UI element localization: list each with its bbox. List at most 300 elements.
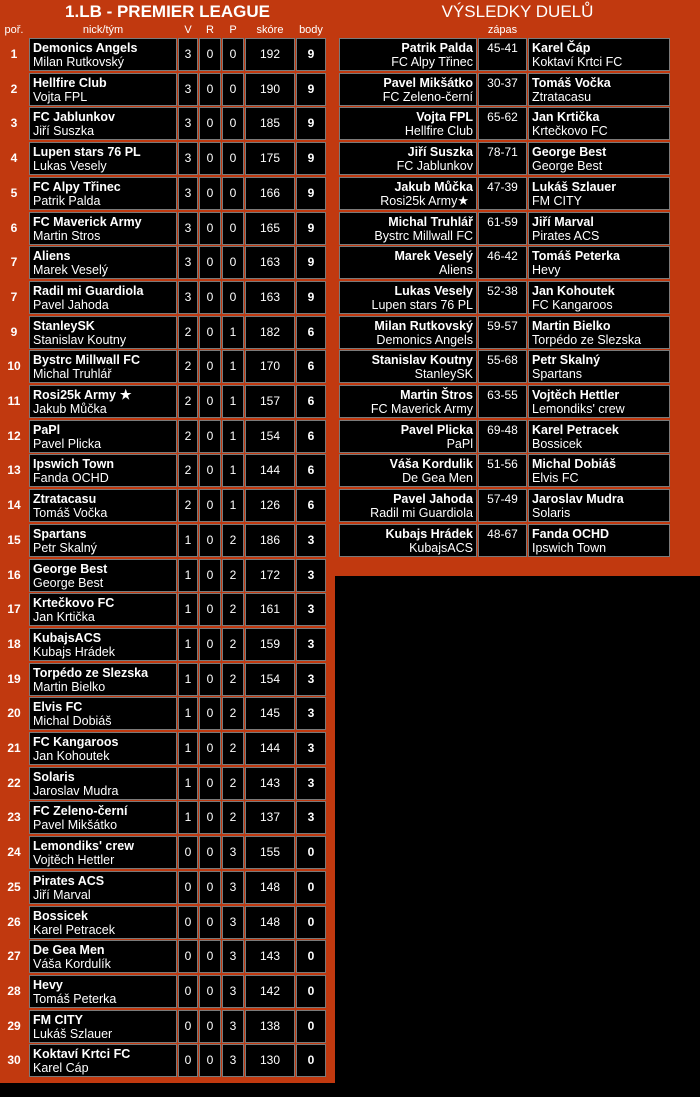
- owner-name: Jiří Marval: [33, 888, 91, 902]
- team-name: Demonics Angels: [33, 41, 138, 55]
- losses-cell: 3: [222, 1010, 244, 1043]
- away-team: Ipswich Town: [532, 541, 607, 555]
- losses-cell: 3: [222, 1044, 244, 1077]
- owner-name: Stanislav Koutny: [33, 333, 127, 347]
- duel-away: [528, 385, 670, 418]
- team-cell: [29, 940, 177, 973]
- points-cell: 6: [296, 489, 326, 522]
- losses-cell: 2: [222, 732, 244, 765]
- home-owner: Marek Veselý: [394, 249, 473, 263]
- duel-away: [528, 142, 670, 175]
- away-team: Elvis FC: [532, 471, 579, 485]
- owner-name: Váša Kordulík: [33, 957, 111, 971]
- points-cell: 6: [296, 350, 326, 383]
- wins-cell: 2: [178, 350, 198, 383]
- owner-name: Martin Bielko: [33, 680, 106, 694]
- home-team: KubajsACS: [409, 541, 473, 555]
- owner-name: Pavel Mikšátko: [33, 818, 118, 832]
- draws-cell: 0: [199, 767, 221, 800]
- wins-cell: 3: [178, 281, 198, 314]
- home-team: Aliens: [438, 263, 473, 277]
- home-owner: Kubajs Hrádek: [385, 527, 473, 541]
- wins-cell: 3: [178, 107, 198, 140]
- team-name: Krtečkovo FC: [33, 596, 115, 610]
- team-name: Pirates ACS: [33, 874, 105, 888]
- score-cell: 148: [245, 906, 295, 939]
- home-owner: Pavel Mikšátko: [383, 76, 473, 90]
- team-name: KubajsACS: [33, 631, 102, 645]
- owner-name: Milan Rutkovský: [33, 55, 124, 69]
- wins-cell: 0: [178, 1010, 198, 1043]
- row-rank: 5: [10, 186, 18, 200]
- home-owner: Váša Kordulik: [389, 457, 473, 471]
- away-owner: Petr Skalný: [532, 353, 601, 367]
- team-cell: [29, 836, 177, 869]
- team-name: Radil mi Guardiola: [33, 284, 144, 298]
- row-rank: 10: [7, 359, 21, 373]
- wins-cell: 0: [178, 940, 198, 973]
- losses-cell: 2: [222, 767, 244, 800]
- duel-home: [339, 246, 477, 279]
- away-owner: Fanda OCHD: [532, 527, 610, 541]
- duel-home: [339, 420, 477, 453]
- losses-cell: 2: [222, 628, 244, 661]
- owner-name: Vojta FPL: [33, 90, 88, 104]
- wins-cell: 2: [178, 420, 198, 453]
- away-owner: Karel Petracek: [532, 423, 619, 437]
- draws-cell: 0: [199, 489, 221, 522]
- star-icon: ★: [457, 193, 469, 208]
- points-cell: 3: [296, 663, 326, 696]
- draws-cell: 0: [199, 524, 221, 557]
- score-cell: 192: [245, 38, 295, 71]
- header-name: nick/tým: [82, 24, 124, 36]
- draws-cell: 0: [199, 246, 221, 279]
- score-cell: 144: [245, 454, 295, 487]
- losses-cell: 1: [222, 316, 244, 349]
- duel-score: 69-48: [478, 420, 527, 453]
- score-cell: 182: [245, 316, 295, 349]
- duel-score: 51-56: [478, 454, 527, 487]
- draws-cell: 0: [199, 871, 221, 904]
- losses-cell: 0: [222, 246, 244, 279]
- draws-cell: 0: [199, 801, 221, 834]
- owner-name: Jan Krtička: [33, 610, 95, 624]
- score-cell: 161: [245, 593, 295, 626]
- draws-cell: 0: [199, 281, 221, 314]
- score-cell: 143: [245, 940, 295, 973]
- score-cell: 130: [245, 1044, 295, 1077]
- duel-score: 47-39: [478, 177, 527, 210]
- duel-away: [528, 454, 670, 487]
- duel-home: [339, 524, 477, 557]
- team-cell: [29, 246, 177, 279]
- duel-home: [339, 212, 477, 245]
- points-cell: 3: [296, 767, 326, 800]
- wins-cell: 3: [178, 38, 198, 71]
- row-rank: 15: [7, 533, 21, 547]
- home-owner: Vojta FPL: [416, 110, 473, 124]
- duel-away: [528, 350, 670, 383]
- header-rank: poř.: [4, 24, 24, 36]
- losses-cell: 0: [222, 107, 244, 140]
- row-rank: 20: [7, 706, 21, 720]
- row-rank: 3: [10, 116, 18, 130]
- wins-cell: 0: [178, 836, 198, 869]
- row-rank: 29: [7, 1019, 21, 1033]
- away-team: Spartans: [532, 367, 583, 381]
- owner-name: Martin Stros: [33, 229, 101, 243]
- duels-title: VÝSLEDKY DUELŮ: [441, 2, 594, 21]
- wins-cell: 2: [178, 316, 198, 349]
- home-team: FC Maverick Army: [370, 402, 473, 416]
- draws-cell: 0: [199, 316, 221, 349]
- row-rank: 28: [7, 984, 21, 998]
- wins-cell: 1: [178, 732, 198, 765]
- losses-cell: 0: [222, 281, 244, 314]
- losses-cell: 1: [222, 489, 244, 522]
- team-cell: [29, 1010, 177, 1043]
- losses-cell: 0: [222, 142, 244, 175]
- losses-cell: 1: [222, 385, 244, 418]
- points-cell: 9: [296, 107, 326, 140]
- duel-home: [339, 489, 477, 522]
- wins-cell: 1: [178, 663, 198, 696]
- away-team: FC Kangaroos: [532, 298, 613, 312]
- header-p: P: [229, 24, 237, 36]
- losses-cell: 2: [222, 663, 244, 696]
- losses-cell: 2: [222, 801, 244, 834]
- away-owner: Martin Bielko: [532, 319, 611, 333]
- team-name: FC Zeleno-černí: [33, 804, 128, 818]
- losses-cell: 0: [222, 212, 244, 245]
- score-cell: 157: [245, 385, 295, 418]
- wins-cell: 0: [178, 975, 198, 1008]
- home-team: Radil mi Guardiola: [370, 506, 473, 520]
- duel-score: 45-41: [478, 38, 527, 71]
- row-rank: 21: [7, 741, 21, 755]
- away-team: Torpédo ze Slezska: [532, 333, 642, 347]
- score-cell: 190: [245, 73, 295, 106]
- row-rank: 12: [7, 429, 21, 443]
- team-cell: [29, 142, 177, 175]
- duel-score: 46-42: [478, 246, 527, 279]
- team-cell: [29, 420, 177, 453]
- home-team: De Gea Men: [402, 471, 473, 485]
- wins-cell: 3: [178, 212, 198, 245]
- team-cell: [29, 107, 177, 140]
- duel-home: [339, 38, 477, 71]
- points-cell: 3: [296, 697, 326, 730]
- away-team: Krtečkovo FC: [532, 124, 608, 138]
- team-name: FC Jablunkov: [33, 110, 115, 124]
- draws-cell: 0: [199, 385, 221, 418]
- owner-name: Patrik Palda: [33, 194, 101, 208]
- home-owner: Michal Truhlář: [388, 215, 473, 229]
- points-cell: 6: [296, 385, 326, 418]
- wins-cell: 3: [178, 246, 198, 279]
- team-cell: [29, 38, 177, 71]
- row-rank: 7: [10, 255, 18, 269]
- away-owner: Vojtěch Hettler: [532, 388, 620, 402]
- home-team: FC Jablunkov: [396, 159, 473, 173]
- team-cell: [29, 871, 177, 904]
- points-cell: 3: [296, 559, 326, 592]
- losses-cell: 3: [222, 940, 244, 973]
- points-cell: 3: [296, 732, 326, 765]
- duel-home: [339, 142, 477, 175]
- points-cell: 9: [296, 281, 326, 314]
- owner-name: Kubajs Hrádek: [33, 645, 115, 659]
- star-icon: ★: [119, 387, 132, 402]
- owner-name: Jan Kohoutek: [33, 749, 110, 763]
- home-owner: Patrik Palda: [401, 41, 473, 55]
- home-team: Rosi25k Army: [380, 194, 458, 208]
- points-cell: 3: [296, 628, 326, 661]
- losses-cell: 1: [222, 350, 244, 383]
- away-team: Bossicek: [532, 437, 583, 451]
- losses-cell: 3: [222, 906, 244, 939]
- wins-cell: 0: [178, 1044, 198, 1077]
- owner-name: Marek Veselý: [33, 263, 109, 277]
- draws-cell: 0: [199, 975, 221, 1008]
- score-cell: 186: [245, 524, 295, 557]
- row-rank: 17: [7, 602, 21, 616]
- row-rank: 13: [7, 463, 21, 477]
- draws-cell: 0: [199, 663, 221, 696]
- draws-cell: 0: [199, 559, 221, 592]
- score-cell: 137: [245, 801, 295, 834]
- team-cell: [29, 628, 177, 661]
- away-team: Lemondiks' crew: [532, 402, 625, 416]
- score-cell: 163: [245, 246, 295, 279]
- wins-cell: 1: [178, 697, 198, 730]
- draws-cell: 0: [199, 420, 221, 453]
- points-cell: 6: [296, 420, 326, 453]
- row-rank: 27: [7, 949, 21, 963]
- team-cell: [29, 73, 177, 106]
- score-cell: 154: [245, 420, 295, 453]
- header-score: skóre: [256, 24, 284, 36]
- score-cell: 143: [245, 767, 295, 800]
- team-name: FC Kangaroos: [33, 735, 119, 749]
- away-owner: Jaroslav Mudra: [532, 492, 624, 506]
- row-rank: 7: [10, 290, 18, 304]
- league-title: 1.LB - PREMIER LEAGUE: [65, 2, 270, 21]
- wins-cell: 2: [178, 454, 198, 487]
- away-team: Pirates ACS: [532, 229, 600, 243]
- team-name: Solaris: [33, 770, 75, 784]
- away-team: Hevy: [532, 263, 561, 277]
- draws-cell: 0: [199, 836, 221, 869]
- duel-away: [528, 489, 670, 522]
- duel-away: [528, 212, 670, 245]
- team-name: FM CITY: [33, 1013, 83, 1027]
- home-owner: Jiří Suszka: [407, 145, 473, 159]
- losses-cell: 2: [222, 697, 244, 730]
- team-name: Elvis FC: [33, 700, 83, 714]
- duel-home: [339, 281, 477, 314]
- team-cell: [29, 212, 177, 245]
- team-name: FC Maverick Army: [33, 215, 142, 229]
- team-cell: [29, 559, 177, 592]
- home-team: Lupen stars 76 PL: [371, 298, 473, 312]
- row-rank: 16: [7, 568, 21, 582]
- duel-home: [339, 107, 477, 140]
- losses-cell: 0: [222, 73, 244, 106]
- home-team: Bystrc Millwall FC: [374, 229, 473, 243]
- row-rank: 24: [7, 845, 21, 859]
- team-cell: [29, 177, 177, 210]
- away-owner: George Best: [532, 145, 607, 159]
- losses-cell: 1: [222, 420, 244, 453]
- home-owner: Lukas Vesely: [394, 284, 473, 298]
- team-cell: [29, 801, 177, 834]
- losses-cell: 3: [222, 871, 244, 904]
- points-cell: 0: [296, 906, 326, 939]
- duel-away: [528, 107, 670, 140]
- draws-cell: 0: [199, 454, 221, 487]
- team-name: Rosi25k Army: [33, 388, 116, 402]
- row-rank: 9: [10, 325, 18, 339]
- home-owner: Milan Rutkovský: [374, 319, 473, 333]
- losses-cell: 0: [222, 38, 244, 71]
- draws-cell: 0: [199, 732, 221, 765]
- score-cell: 155: [245, 836, 295, 869]
- team-cell: [29, 593, 177, 626]
- wins-cell: 3: [178, 142, 198, 175]
- team-name: Hevy: [33, 978, 63, 992]
- row-rank: 2: [10, 82, 18, 96]
- team-name: Bystrc Millwall FC: [33, 353, 140, 367]
- team-name: Aliens: [33, 249, 71, 263]
- losses-cell: 0: [222, 177, 244, 210]
- duel-score: 57-49: [478, 489, 527, 522]
- team-name: StanleySK: [33, 319, 95, 333]
- owner-name: Tomáš Peterka: [33, 992, 117, 1006]
- header-v: V: [184, 24, 192, 36]
- team-cell: [29, 975, 177, 1008]
- wins-cell: 2: [178, 385, 198, 418]
- losses-cell: 2: [222, 524, 244, 557]
- team-cell: [29, 281, 177, 314]
- team-cell: [29, 663, 177, 696]
- away-team: FM CITY: [532, 194, 582, 208]
- duel-score: 55-68: [478, 350, 527, 383]
- draws-cell: 0: [199, 593, 221, 626]
- points-cell: 9: [296, 246, 326, 279]
- row-rank: 30: [7, 1053, 21, 1067]
- team-name: Ipswich Town: [33, 457, 115, 471]
- points-cell: 0: [296, 1044, 326, 1077]
- duel-score: 78-71: [478, 142, 527, 175]
- wins-cell: 3: [178, 73, 198, 106]
- points-cell: 0: [296, 940, 326, 973]
- away-owner: Tomáš Peterka: [532, 249, 621, 263]
- draws-cell: 0: [199, 1010, 221, 1043]
- score-cell: 142: [245, 975, 295, 1008]
- away-owner: Karel Čáp: [532, 41, 591, 55]
- row-rank: 1: [10, 47, 18, 61]
- row-rank: 22: [7, 776, 21, 790]
- score-cell: 159: [245, 628, 295, 661]
- header-points: body: [299, 24, 323, 36]
- duel-score: 63-55: [478, 385, 527, 418]
- score-cell: 165: [245, 212, 295, 245]
- away-owner: Jan Krtička: [532, 110, 600, 124]
- duel-score: 30-37: [478, 73, 527, 106]
- points-cell: 9: [296, 142, 326, 175]
- row-rank: 19: [7, 672, 21, 686]
- draws-cell: 0: [199, 73, 221, 106]
- points-cell: 9: [296, 38, 326, 71]
- away-team: Ztratacasu: [532, 90, 592, 104]
- duel-score: 65-62: [478, 107, 527, 140]
- team-name: Koktaví Krtci FC: [33, 1047, 131, 1061]
- wins-cell: 1: [178, 559, 198, 592]
- row-rank: 25: [7, 880, 21, 894]
- duel-away: [528, 73, 670, 106]
- duel-score: 48-67: [478, 524, 527, 557]
- wins-cell: 1: [178, 628, 198, 661]
- duel-away: [528, 38, 670, 71]
- losses-cell: 3: [222, 836, 244, 869]
- team-cell: [29, 385, 177, 418]
- owner-name: Tomáš Vočka: [33, 506, 108, 520]
- draws-cell: 0: [199, 697, 221, 730]
- wins-cell: 3: [178, 177, 198, 210]
- away-owner: Lukáš Szlauer: [532, 180, 617, 194]
- score-cell: 166: [245, 177, 295, 210]
- duel-away: [528, 420, 670, 453]
- draws-cell: 0: [199, 940, 221, 973]
- home-owner: Pavel Jahoda: [393, 492, 473, 506]
- points-cell: 0: [296, 871, 326, 904]
- owner-name: Karel Cáp: [33, 1061, 89, 1075]
- draws-cell: 0: [199, 628, 221, 661]
- wins-cell: 1: [178, 767, 198, 800]
- away-owner: Michal Dobiáš: [532, 457, 617, 471]
- points-cell: 6: [296, 316, 326, 349]
- team-name: Torpédo ze Slezska: [33, 666, 149, 680]
- wins-cell: 1: [178, 801, 198, 834]
- team-cell: [29, 489, 177, 522]
- away-owner: Jan Kohoutek: [532, 284, 615, 298]
- draws-cell: 0: [199, 38, 221, 71]
- row-rank: 6: [10, 221, 18, 235]
- team-cell: [29, 697, 177, 730]
- duel-away: [528, 246, 670, 279]
- owner-name: Fanda OCHD: [33, 471, 109, 485]
- points-cell: 3: [296, 524, 326, 557]
- points-cell: 0: [296, 975, 326, 1008]
- losses-cell: 3: [222, 975, 244, 1008]
- draws-cell: 0: [199, 212, 221, 245]
- team-cell: [29, 454, 177, 487]
- score-cell: 163: [245, 281, 295, 314]
- row-rank: 4: [10, 151, 18, 165]
- owner-name: Lukas Vesely: [33, 159, 107, 173]
- home-owner: Stanislav Koutny: [371, 353, 473, 367]
- away-team: George Best: [532, 159, 603, 173]
- owner-name: Michal Dobiáš: [33, 714, 112, 728]
- team-name: Ztratacasu: [33, 492, 97, 506]
- owner-name: Petr Skalný: [33, 541, 97, 555]
- owner-name: Jaroslav Mudra: [33, 784, 119, 798]
- score-cell: 175: [245, 142, 295, 175]
- home-team: PaPl: [446, 437, 473, 451]
- owner-name: Jakub Můčka: [33, 402, 107, 416]
